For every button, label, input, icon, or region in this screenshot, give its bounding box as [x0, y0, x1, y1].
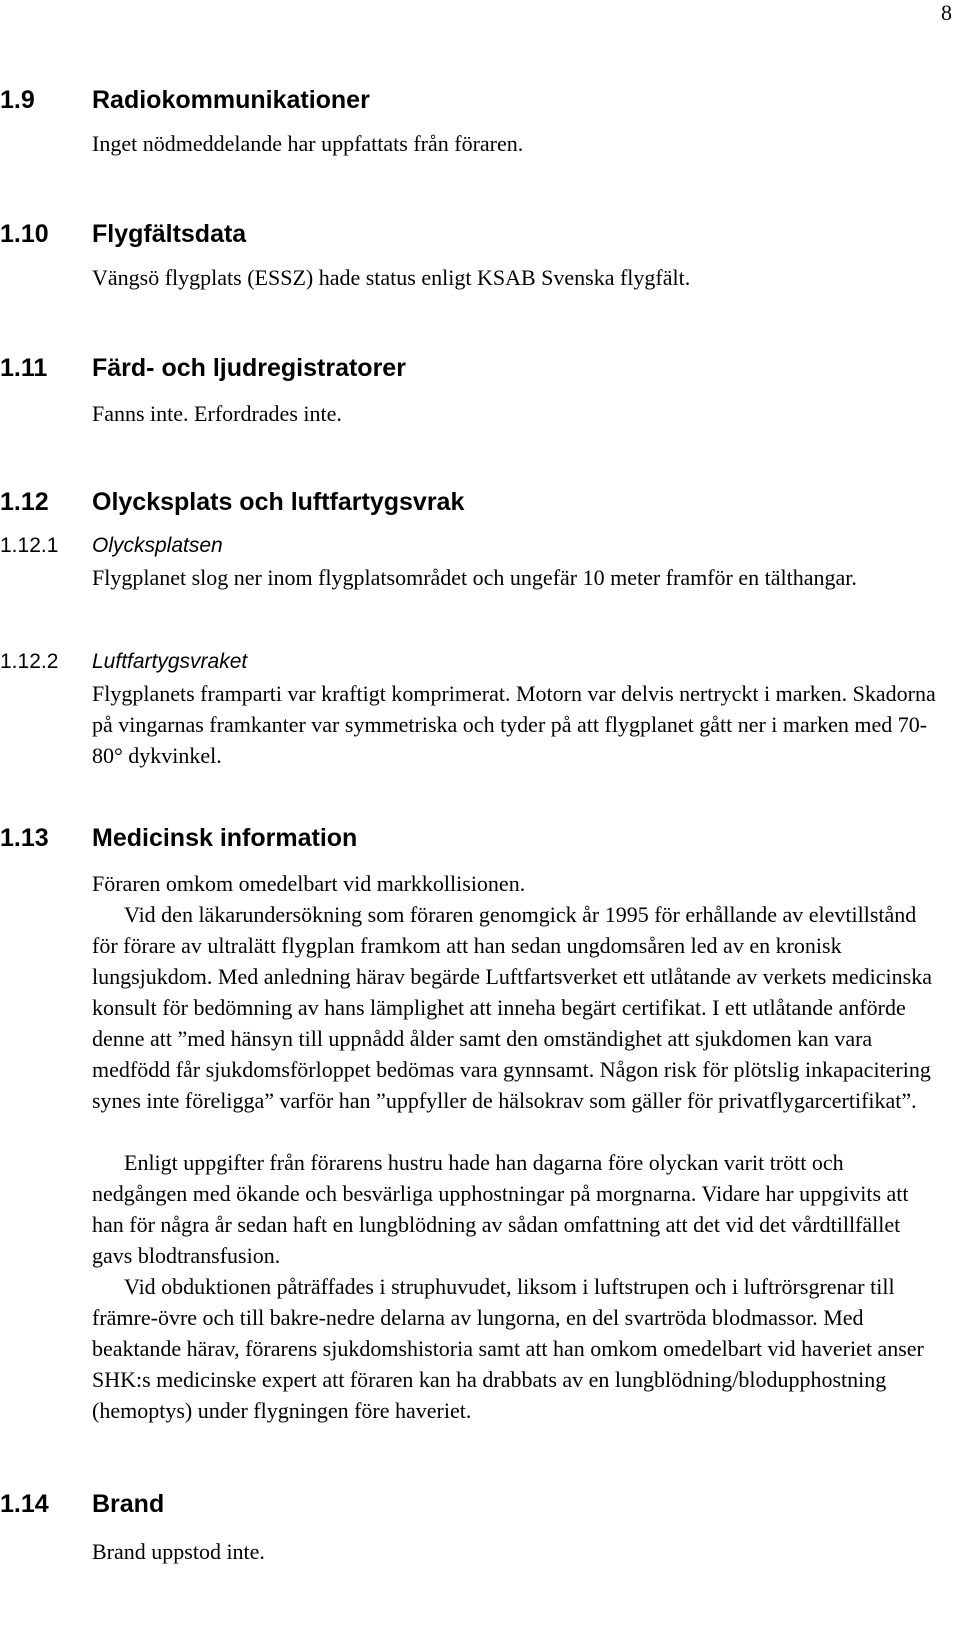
section-number: 1.9 — [0, 86, 35, 114]
subsection-heading: Luftfartygsvraket — [92, 650, 248, 673]
section-number: 1.10 — [0, 220, 49, 248]
section-number: 1.14 — [0, 1490, 49, 1518]
section-heading: Medicinsk information — [92, 824, 358, 852]
section-text: Brand uppstod inte. — [92, 1539, 265, 1564]
section-text: Enligt uppgifter från förarens hustru hade han dagarna före olyckan varit trött och nedgången med ökande och besvärliga upphostningar på morgnarna. Vidare har uppgivits att han för några år sedan haft en lungblödning av sådan omfattning att det vid det vårdtillfället gavs blodtransfusion. — [92, 1150, 909, 1268]
subsection-heading: Olycksplatsen — [92, 534, 223, 557]
section-text: Vid den läkarundersökning som föraren genomgick år 1995 för erhållande av elevtillstånd för förare av ultralätt flygplan framkom att han sedan ungdomsåren led av en kronisk lungsjukdom. Med anledning härav begärde Luftfartsverket ett utlåtande av verkets medicinska konsult för bedömning av hans lämplighet att inneha begärt certifikat. I ett utlåtande anförde denne att ”med hänsyn till uppnådd ålder samt den omständighet att sjukdomen kan vara medfödd får sjukdomsförloppet bedömas vara gynnsamt. Någon risk för plötslig inkapacitering synes inte föreligga” varför han ”uppfyller de hälsokrav som gäller för privatflygarcertifikat”. — [92, 902, 932, 1113]
section-text: Vängsö flygplats (ESSZ) hade status enligt KSAB Svenska flygfält. — [92, 265, 691, 290]
section-number: 1.12 — [0, 488, 49, 516]
section-heading: Brand — [92, 1490, 165, 1518]
section-text: Föraren omkom omedelbart vid markkollisionen. — [92, 871, 526, 896]
section-text: Inget nödmeddelande har uppfattats från föraren. — [92, 131, 524, 156]
section-number: 1.11 — [0, 354, 48, 382]
section-heading: Flygfältsdata — [92, 220, 247, 248]
section-text: Fanns inte. Erfordrades inte. — [92, 401, 342, 426]
section-text: Vid obduktionen påträffades i struphuvudet, liksom i luftstrupen och i luftrörsgrenar till främre-övre och till bakre-nedre delarna av lungorna, en del svartröda blodmassor. Med beaktande härav, förarens sjukdomshistoria samt att han omkom omedelbart vid haveriet anser SHK:s medicinske expert att föraren kan ha drabbats av en lungblödning/blodupphostning (hemoptys) under flygningen före haveriet. — [92, 1274, 924, 1423]
subsection-number: 1.12.2 — [0, 650, 59, 673]
subsection-text: Flygplanets framparti var kraftigt komprimerat. Motorn var delvis nertryckt i marken. Skadorna på vingarnas framkanter var symmetriska och tyder på att flygplanet gått ner i marken med 70-80° dykvinkel. — [92, 681, 936, 768]
section-number: 1.13 — [0, 824, 49, 852]
page-number: 8 — [941, 0, 952, 25]
section-heading: Olycksplats och luftfartygsvrak — [92, 488, 465, 516]
section-heading: Färd- och ljudregistratorer — [92, 354, 406, 382]
subsection-text: Flygplanet slog ner inom flygplatsområdet och ungefär 10 meter framför en tälthangar. — [92, 565, 857, 590]
section-heading: Radiokommunikationer — [92, 86, 370, 114]
subsection-number: 1.12.1 — [0, 534, 59, 557]
